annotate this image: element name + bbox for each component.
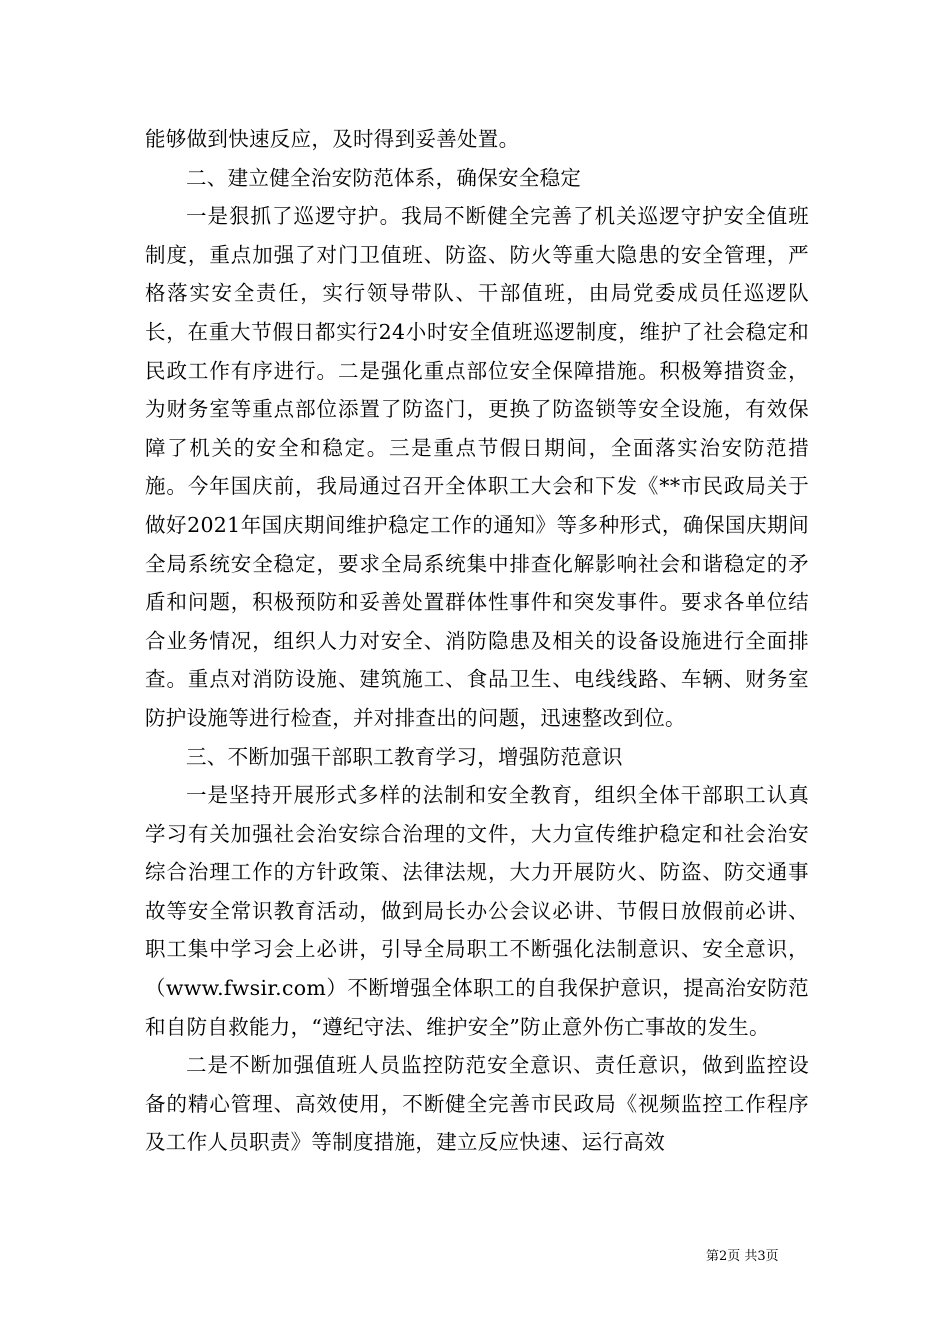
paragraph-continuation: 能够做到快速反应，及时得到妥善处置。 [145,127,520,151]
paragraph-monitoring: 二是不断加强值班人员监控防范安全意识、责任意识，做到监控设备的精心管理、高效使用，不断健全完善市民政局《视频监控工作程序及工作人员职责》等制度措施，建立反应快速、运行高效 [145,1053,809,1155]
paragraph-education: 一是坚持开展形式多样的法制和安全教育，组织全体干部职工认真学习有关加强社会治安综合治理的文件，大力宣传维护稳定和社会治安综合治理工作的方针政策、法律法规，大力开展防火、防盗、防交通事故等安全常识教育活动，做到局长办公会议必讲、节假日放假前必讲、职工集中学习会上必讲，引导全局职工不断强化法制意识、安全意识，（www.fwsir.com）不断增强全体职工的自我保护意识，提高治安防范和自防自救能力，“遵纪守法、维护安全”防止意外伤亡事故的发生。 [145,783,809,1039]
paragraph-patrol-measures: 一是狠抓了巡逻守护。我局不断健全完善了机关巡逻守护安全值班制度，重点加强了对门卫值班、防盗、防火等重大隐患的安全管理，严格落实安全责任，实行领导带队、干部值班，由局党委成员任巡逻队长，在重大节假日都实行24小时安全值班巡逻制度，维护了社会稳定和民政工作有序进行。二是强化重点部位安全保障措施。积极筹措资金，为财务室等重点部位添置了防盗门，更换了防盗锁等安全设施，有效保障了机关的安全和稳定。三是重点节假日期间，全面落实治安防范措施。今年国庆前，我局通过召开全体职工大会和下发《**市民政局关于做好2021年国庆期间维护稳定工作的通知》等多种形式，确保国庆期间全局系统安全稳定，要求全局系统集中排查化解影响社会和谐稳定的矛盾和问题，积极预防和妥善处置群体性事件和突发事件。要求各单位结合业务情况，组织人力对安全、消防隐患及相关的设备设施进行全面排查。重点对消防设施、建筑施工、食品卫生、电线线路、车辆、财务室防护设施等进行检查，并对排查出的问题，迅速整改到位。 [145,204,809,730]
document-body [145,120,809,1162]
section-heading-3: 三、不断加强干部职工教育学习，增强防范意识 [186,744,623,769]
section-heading-2: 二、建立健全治安防范体系，确保安全稳定 [186,165,582,190]
page-number-footer: 第2页 共3页 [706,1249,779,1264]
